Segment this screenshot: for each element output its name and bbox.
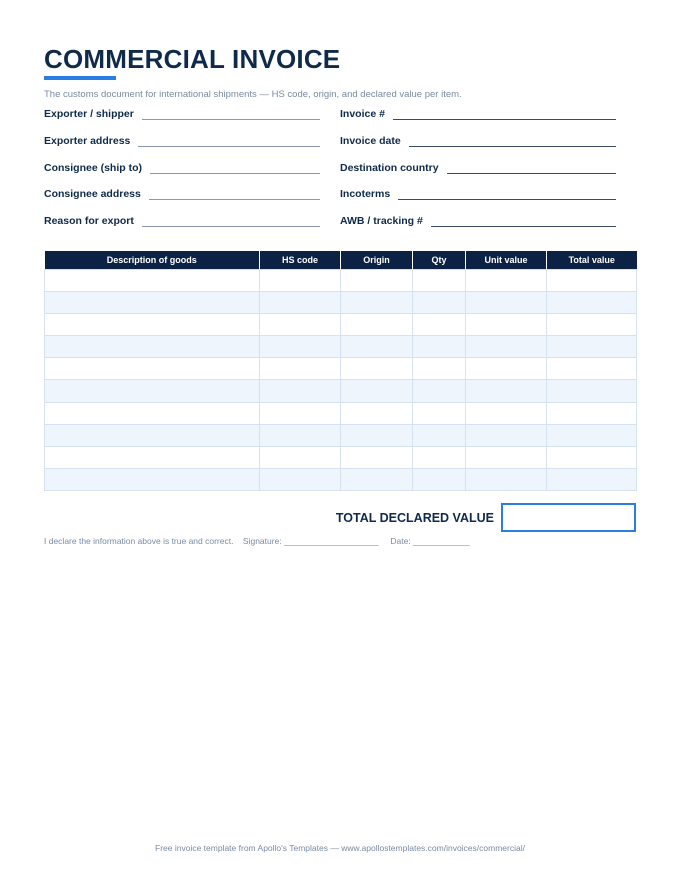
hs-code-cell[interactable] <box>260 291 341 313</box>
field-label: AWB / tracking # <box>340 215 423 227</box>
qty-cell[interactable] <box>413 469 466 491</box>
description-cell[interactable] <box>45 424 260 446</box>
field-invoice-date <box>340 131 616 147</box>
field-consignee-address <box>44 184 320 200</box>
field-label: Incoterms <box>340 188 391 200</box>
origin-cell[interactable] <box>341 269 413 291</box>
table-row <box>45 313 637 335</box>
table-body <box>45 269 637 491</box>
unit-value-cell[interactable] <box>466 402 547 424</box>
invoice-date-input[interactable] <box>409 135 616 147</box>
table-header-row <box>45 251 637 269</box>
field-destination-country <box>340 158 616 174</box>
destination-country-input[interactable] <box>447 162 616 174</box>
origin-cell[interactable] <box>341 336 413 358</box>
description-cell[interactable] <box>45 469 260 491</box>
table-row <box>45 469 637 491</box>
field-invoice-number <box>340 104 616 120</box>
field-label: Exporter address <box>44 135 131 147</box>
field-exporter-address <box>44 131 320 147</box>
description-cell[interactable] <box>45 380 260 402</box>
field-label: Reason for export <box>44 215 134 227</box>
column-header-total-value: Total value <box>547 251 637 269</box>
field-label: Consignee (ship to) <box>44 162 142 174</box>
field-incoterms <box>340 184 616 200</box>
qty-cell[interactable] <box>413 447 466 469</box>
origin-cell[interactable] <box>341 313 413 335</box>
qty-cell[interactable] <box>413 336 466 358</box>
hs-code-cell[interactable] <box>260 380 341 402</box>
description-cell[interactable] <box>45 402 260 424</box>
column-header-unit-value: Unit value <box>466 251 547 269</box>
field-awb-tracking <box>340 211 616 227</box>
unit-value-cell[interactable] <box>466 336 547 358</box>
invoice-number-input[interactable] <box>393 108 616 120</box>
table-row <box>45 336 637 358</box>
reason-for-export-input[interactable] <box>142 215 320 227</box>
exporter-address-input[interactable] <box>138 135 320 147</box>
field-exporter-shipper <box>44 104 320 120</box>
description-cell[interactable] <box>45 358 260 380</box>
field-label: Consignee address <box>44 188 141 200</box>
qty-cell[interactable] <box>413 402 466 424</box>
description-cell[interactable] <box>45 269 260 291</box>
description-cell[interactable] <box>45 447 260 469</box>
hs-code-cell[interactable] <box>260 424 341 446</box>
origin-cell[interactable] <box>341 402 413 424</box>
consignee-address-input[interactable] <box>149 188 320 200</box>
total-value-cell[interactable] <box>547 313 637 335</box>
field-label: Invoice date <box>340 135 401 147</box>
total-value-cell[interactable] <box>547 358 637 380</box>
qty-cell[interactable] <box>413 380 466 402</box>
title-accent-bar <box>44 76 116 80</box>
field-consignee <box>44 158 320 174</box>
column-header-origin: Origin <box>341 251 413 269</box>
hs-code-cell[interactable] <box>260 313 341 335</box>
origin-cell[interactable] <box>341 424 413 446</box>
declaration-statement: I declare the information above is true and correct. Signature: ____________________ Date: ____________ <box>44 536 470 546</box>
field-label: Invoice # <box>340 108 385 120</box>
incoterms-input[interactable] <box>398 188 616 200</box>
exporter-shipper-input[interactable] <box>142 108 320 120</box>
unit-value-cell[interactable] <box>466 313 547 335</box>
consignee-input[interactable] <box>150 162 320 174</box>
total-value-cell[interactable] <box>547 291 637 313</box>
origin-cell[interactable] <box>341 358 413 380</box>
table-row <box>45 291 637 313</box>
page-title: COMMERCIAL INVOICE <box>44 44 341 74</box>
origin-cell[interactable] <box>341 291 413 313</box>
qty-cell[interactable] <box>413 291 466 313</box>
total-value-cell[interactable] <box>547 380 637 402</box>
origin-cell[interactable] <box>341 447 413 469</box>
total-value-cell[interactable] <box>547 336 637 358</box>
total-value-cell[interactable] <box>547 402 637 424</box>
qty-cell[interactable] <box>413 424 466 446</box>
unit-value-cell[interactable] <box>466 380 547 402</box>
table-row <box>45 402 637 424</box>
hs-code-cell[interactable] <box>260 269 341 291</box>
qty-cell[interactable] <box>413 358 466 380</box>
total-value-cell[interactable] <box>547 469 637 491</box>
field-label: Exporter / shipper <box>44 108 134 120</box>
table-row <box>45 424 637 446</box>
qty-cell[interactable] <box>413 313 466 335</box>
unit-value-cell[interactable] <box>466 447 547 469</box>
column-header-hs-code: HS code <box>260 251 341 269</box>
total-value-cell[interactable] <box>547 424 637 446</box>
total-declared-value-input[interactable] <box>501 503 636 532</box>
unit-value-cell[interactable] <box>466 424 547 446</box>
table-row <box>45 447 637 469</box>
table-row <box>45 269 637 291</box>
total-value-cell[interactable] <box>547 447 637 469</box>
origin-cell[interactable] <box>341 469 413 491</box>
table-row <box>45 358 637 380</box>
unit-value-cell[interactable] <box>466 358 547 380</box>
field-reason-for-export <box>44 211 320 227</box>
page-subtitle: The customs document for international shipments — HS code, origin, and declared value per item. <box>44 89 462 100</box>
hs-code-cell[interactable] <box>260 336 341 358</box>
awb-tracking-input[interactable] <box>431 215 616 227</box>
description-cell[interactable] <box>45 291 260 313</box>
unit-value-cell[interactable] <box>466 269 547 291</box>
hs-code-cell[interactable] <box>260 402 341 424</box>
footer-credit: Free invoice template from Apollo's Templates — www.apollostemplates.com/invoices/commercial/ <box>155 843 525 853</box>
description-cell[interactable] <box>45 313 260 335</box>
total-declared-value-label: TOTAL DECLARED VALUE <box>335 511 494 525</box>
field-label: Destination country <box>340 162 439 174</box>
qty-cell[interactable] <box>413 269 466 291</box>
hs-code-cell[interactable] <box>260 358 341 380</box>
description-cell[interactable] <box>45 336 260 358</box>
hs-code-cell[interactable] <box>260 469 341 491</box>
column-header-description: Description of goods <box>45 251 260 269</box>
unit-value-cell[interactable] <box>466 291 547 313</box>
unit-value-cell[interactable] <box>466 469 547 491</box>
line-items-table <box>44 251 637 491</box>
total-value-cell[interactable] <box>547 269 637 291</box>
hs-code-cell[interactable] <box>260 447 341 469</box>
column-header-qty: Qty <box>413 251 466 269</box>
origin-cell[interactable] <box>341 380 413 402</box>
table-row <box>45 380 637 402</box>
